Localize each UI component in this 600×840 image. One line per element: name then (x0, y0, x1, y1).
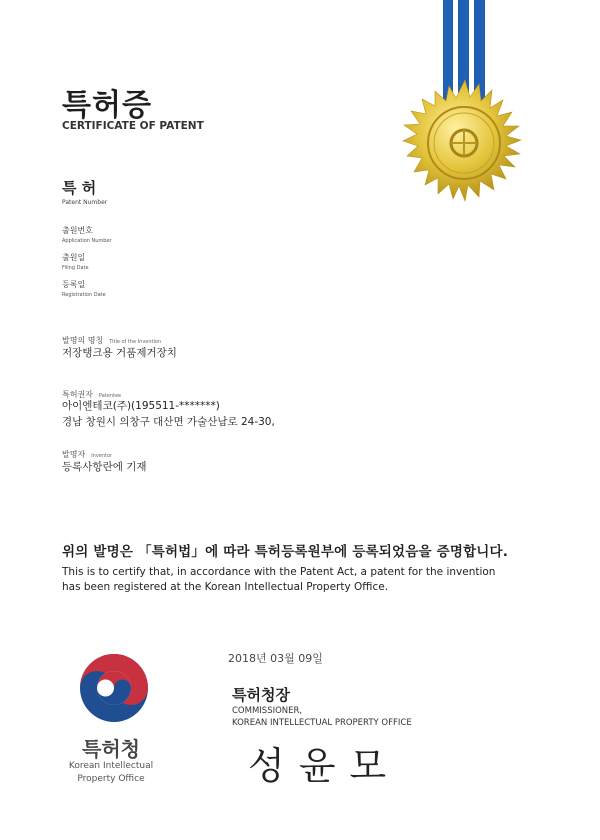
commissioner-line-2: KOREAN INTELLECTUAL PROPERTY OFFICE (232, 718, 412, 728)
registration-date-label-english: Registration Date (62, 292, 106, 298)
inventor-label-english: Inventor (91, 453, 113, 459)
application-number-label: 출원번호 (62, 226, 93, 235)
inventor-value: 등록사항란에 기재 (62, 461, 147, 473)
registration-date-label: 등록일 (62, 280, 86, 289)
certificate-title-english: CERTIFICATE OF PATENT (62, 120, 204, 132)
commissioner-title: 특허청장 (232, 686, 290, 704)
kipo-logo-name: 특허청 (82, 737, 140, 761)
certification-statement-line-2: has been registered at the Korean Intellectual Property Office. (62, 581, 389, 593)
commissioner-signature: 성윤모 (248, 744, 401, 788)
invention-title-label-english: Title of the Invention (109, 339, 162, 345)
application-number-label-english: Application Number (62, 238, 112, 244)
patentee-label-english: Patentee (98, 393, 122, 399)
patentee-name: 아이엔테코(주)(195511-*******) (62, 400, 220, 412)
patentee-address: 경남 창원시 의창구 대산면 가술산남로 24-30, (62, 416, 275, 428)
certification-statement-english (62, 565, 562, 595)
gold-seal-icon (385, 0, 545, 235)
filing-date-label-english: Filing Date (62, 265, 89, 271)
patent-number-label-english: Patent Number (62, 199, 108, 206)
issue-date: 2018년 03월 09일 (228, 652, 323, 665)
inventor-label: 발명자 (62, 450, 86, 459)
commissioner-title-english (232, 705, 412, 729)
kipo-logo-name-english (46, 760, 176, 786)
patent-number-label: 특 허 (62, 179, 97, 197)
kipo-logo-line-2: Property Office (77, 774, 145, 784)
commissioner-line-1: COMMISSIONER, (232, 706, 303, 716)
kipo-taeguk-logo-icon (76, 650, 152, 726)
certification-statement-line-1: This is to certify that, in accordance with the Patent Act, a patent for the invention (62, 566, 496, 578)
filing-date-label: 출원일 (62, 253, 86, 262)
invention-title-label: 발명의 명칭 (62, 336, 104, 345)
certificate-title: 특허증 (62, 88, 152, 123)
invention-title-value: 저장탱크용 거품제거장치 (62, 347, 177, 359)
patentee-label: 특허권자 (62, 390, 93, 399)
certification-statement-korean: 위의 발명은 「특허법」에 따라 특허등록원부에 등록되었음을 증명합니다. (62, 544, 509, 560)
kipo-logo-line-1: Korean Intellectual (68, 761, 154, 771)
